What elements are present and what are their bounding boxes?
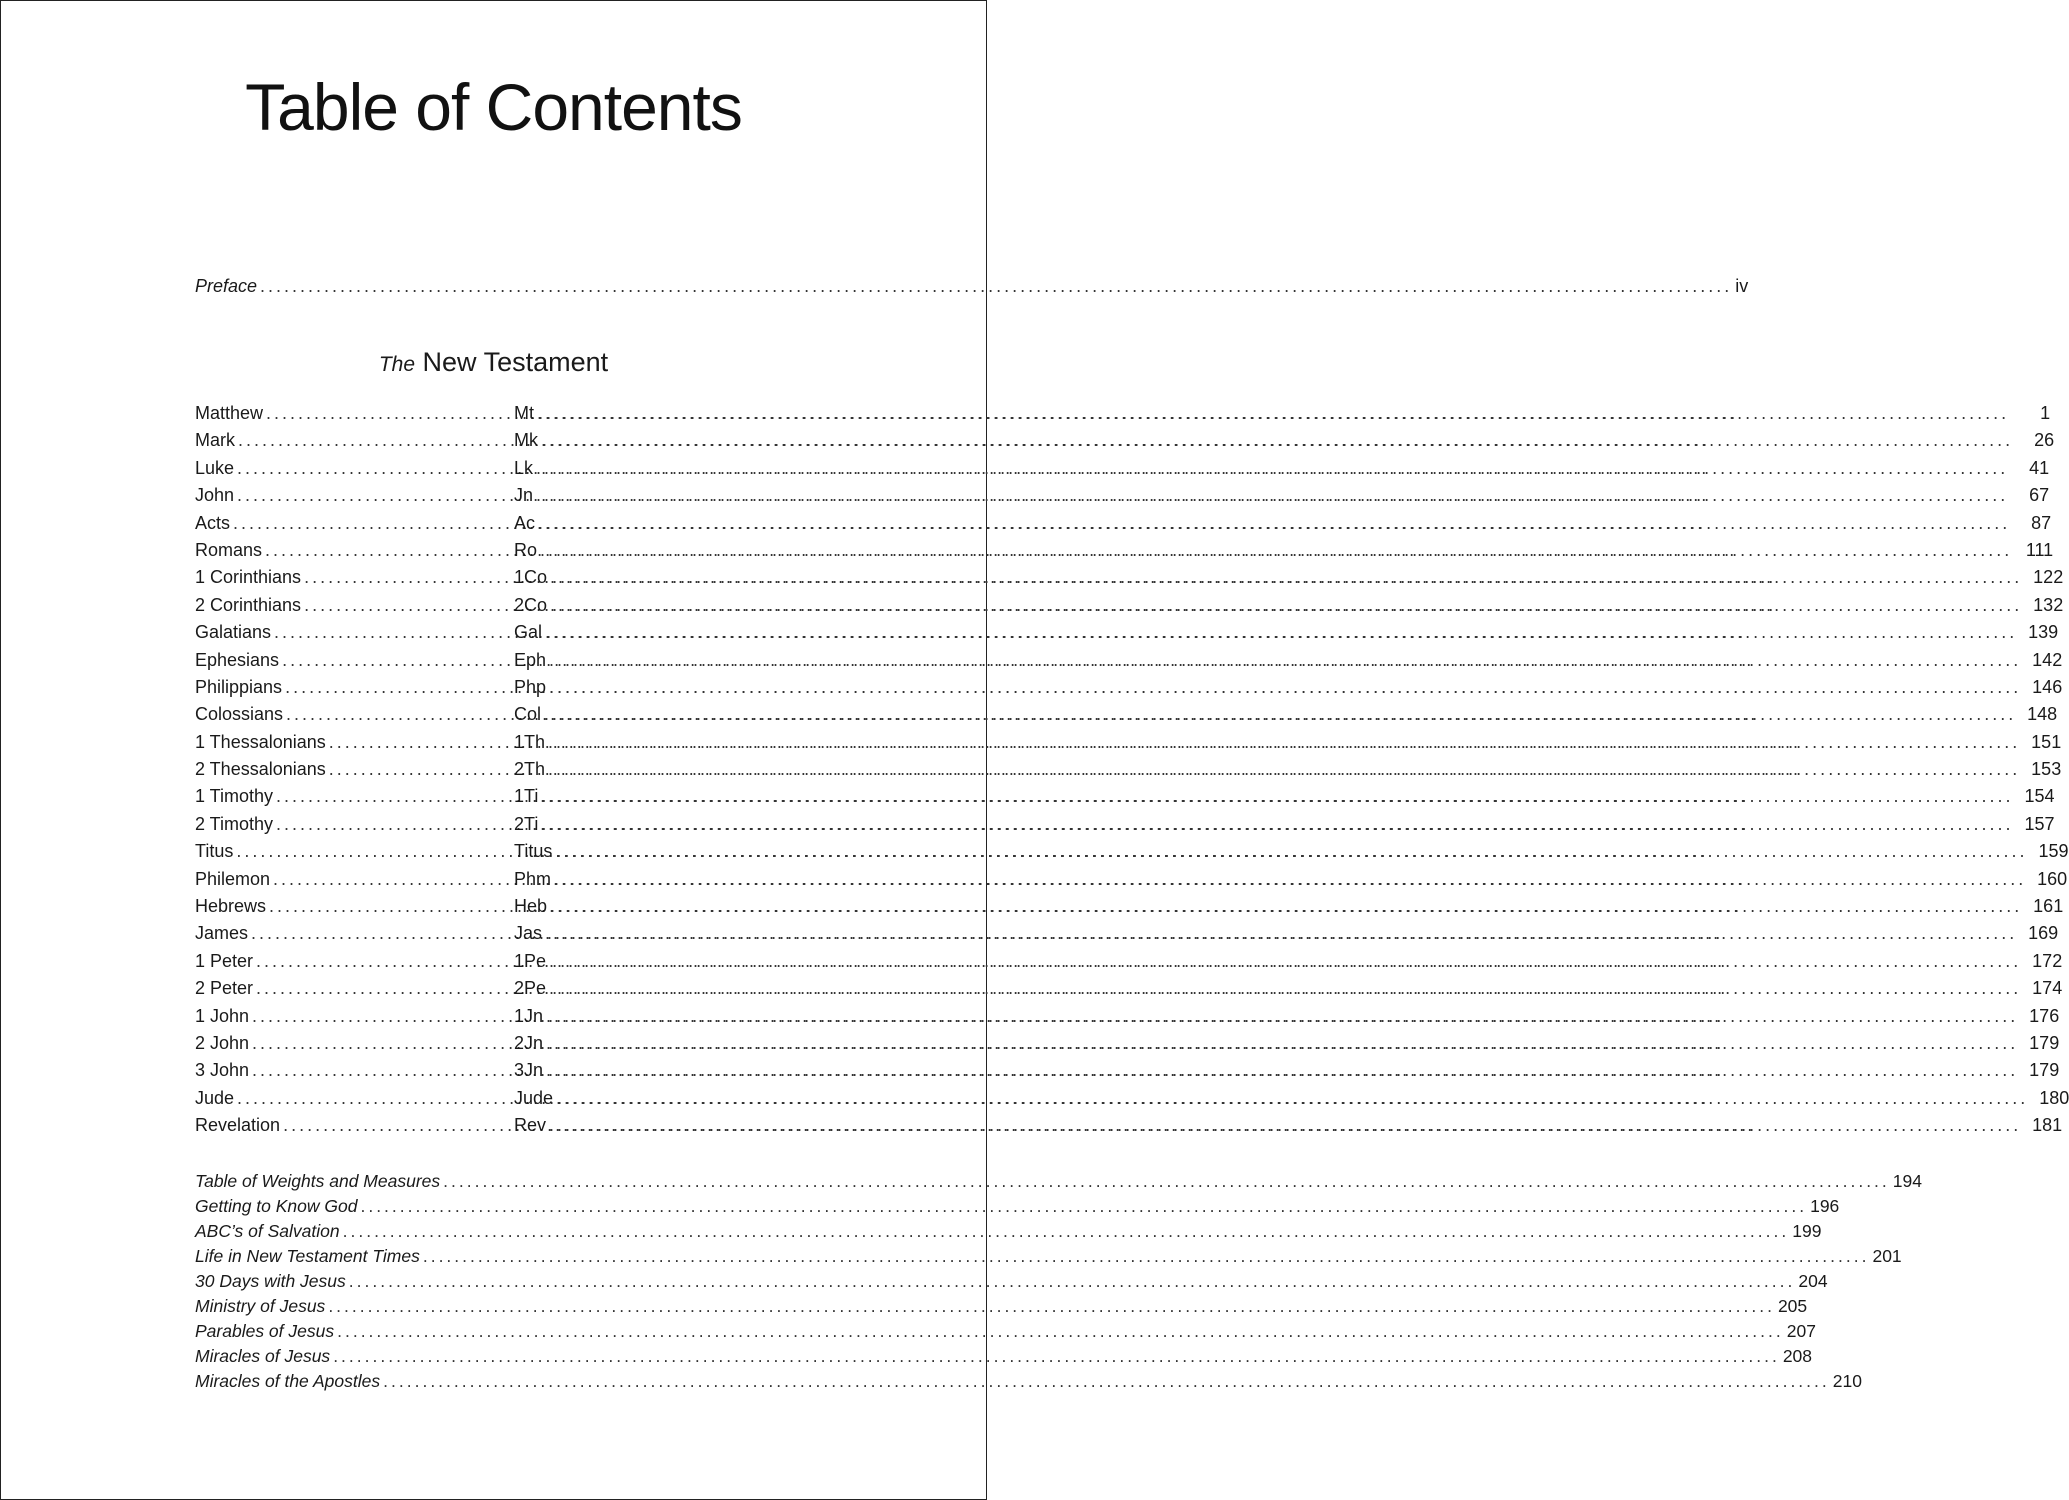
book-abbreviation: Heb — [514, 896, 548, 917]
book-page: 154 — [2024, 786, 2055, 807]
dot-leader — [550, 595, 2022, 616]
book-name: Revelation — [195, 1115, 281, 1136]
dot-leader — [541, 814, 2013, 835]
book-abbreviation: 2Pe — [514, 978, 547, 999]
book-page: 146 — [2032, 676, 2063, 697]
dot-leader — [538, 513, 2010, 534]
book-name: 1 John — [195, 1005, 250, 1026]
book-name: Colossians — [195, 704, 284, 725]
dot-leader — [337, 1321, 1784, 1342]
book-abbreviation: 1Th — [514, 731, 546, 752]
book-page: 169 — [2028, 923, 2059, 944]
book-abbreviation: 2Ti — [514, 813, 539, 834]
book-page: 132 — [2033, 594, 2064, 615]
supplement-page: 205 — [1777, 1296, 1808, 1316]
dot-leader — [544, 704, 2016, 725]
book-abbreviation: Phm — [514, 868, 552, 889]
book-entry[interactable] — [195, 1115, 2063, 1142]
book-page: 161 — [2033, 896, 2064, 917]
book-abbreviation: Jn — [514, 485, 534, 506]
dot-leader — [423, 1246, 1870, 1267]
book-name: 1 Timothy — [195, 786, 274, 807]
book-entry[interactable] — [195, 457, 2050, 485]
supplement-entry[interactable] — [195, 1346, 1813, 1371]
book-abbreviation: Php — [514, 676, 547, 697]
book-entry[interactable] — [195, 923, 2059, 950]
preface-label: Preface — [195, 276, 258, 296]
book-name: Luke — [195, 457, 235, 478]
book-entry[interactable] — [195, 512, 2052, 540]
book-abbreviation: 1Pe — [514, 950, 547, 971]
book-page: 1 — [2040, 403, 2051, 423]
dot-leader — [260, 276, 1732, 297]
book-entry[interactable] — [195, 403, 2051, 430]
dot-leader — [549, 677, 2021, 698]
supplement-entry[interactable] — [195, 1171, 1922, 1196]
supplement-title: Getting to Know God — [195, 1196, 358, 1216]
book-page: 181 — [2032, 1115, 2063, 1136]
preface-page: iv — [1735, 276, 1749, 296]
dot-leader — [554, 869, 2026, 890]
book-page: 111 — [2025, 539, 2054, 560]
dot-leader — [360, 1196, 1807, 1217]
book-abbreviation: 2Th — [514, 759, 546, 780]
book-abbreviation: Ro — [514, 539, 538, 560]
book-page: 142 — [2032, 649, 2063, 670]
book-name: Hebrews — [195, 896, 267, 917]
book-list — [195, 403, 2069, 1143]
dot-leader — [550, 567, 2022, 588]
book-page: 26 — [2034, 430, 2055, 451]
book-name: Romans — [195, 539, 263, 560]
book-entry[interactable] — [195, 539, 2054, 567]
book-entry[interactable] — [195, 896, 2064, 923]
book-name: Ephesians — [195, 649, 280, 670]
book-entry[interactable] — [195, 1087, 2069, 1115]
book-entry[interactable] — [195, 649, 2063, 677]
book-entry[interactable] — [195, 950, 2063, 978]
book-entry[interactable] — [195, 1032, 2060, 1060]
book-name: Mark — [195, 430, 235, 451]
book-page: 180 — [2039, 1087, 2069, 1108]
dot-leader — [548, 759, 2020, 780]
book-abbreviation: 1Ti — [514, 786, 539, 807]
dot-leader — [546, 1033, 2018, 1054]
book-name: 1 Thessalonians — [195, 731, 326, 752]
book-page: 67 — [2029, 485, 2050, 506]
book-name: James — [195, 923, 249, 944]
dot-leader — [541, 786, 2013, 807]
book-entry[interactable] — [195, 868, 2068, 896]
book-page: 179 — [2029, 1032, 2060, 1053]
supplement-title: 30 Days with Jesus — [195, 1271, 346, 1291]
book-name: John — [195, 485, 235, 506]
dot-leader — [548, 732, 2020, 753]
book-name: Philemon — [195, 868, 271, 889]
dot-leader — [555, 841, 2027, 862]
supplement-entry[interactable] — [195, 1321, 1816, 1346]
book-entry[interactable] — [195, 676, 2063, 704]
dot-leader — [546, 1060, 2018, 1081]
dot-leader — [540, 540, 2012, 561]
book-page: 148 — [2027, 704, 2058, 725]
book-abbreviation: Jas — [514, 923, 543, 944]
book-entry[interactable] — [195, 430, 2055, 457]
book-entry[interactable] — [195, 1005, 2060, 1033]
supplement-title: Miracles of the Apostles — [195, 1371, 381, 1391]
dot-leader — [541, 430, 2013, 451]
supplement-entry[interactable] — [195, 1371, 1862, 1396]
book-abbreviation: Lk — [514, 457, 534, 478]
section-title: New Testament — [422, 347, 609, 377]
supplement-title: ABC’s of Salvation — [195, 1221, 340, 1241]
supplement-entry[interactable] — [195, 1221, 1822, 1246]
dot-leader — [546, 1006, 2018, 1027]
supplement-entry[interactable] — [195, 1196, 1840, 1221]
book-page: 122 — [2033, 567, 2064, 588]
book-name: Jude — [195, 1087, 235, 1108]
dot-leader — [549, 650, 2021, 671]
book-entry[interactable] — [195, 567, 2064, 594]
book-entry[interactable] — [195, 622, 2059, 649]
book-abbreviation: Mt — [514, 403, 534, 423]
section-prefix: The — [378, 353, 416, 376]
book-entry[interactable] — [195, 813, 2055, 841]
book-abbreviation: 1Jn — [514, 1005, 544, 1026]
supplement-title: Table of Weights and Measures — [195, 1171, 441, 1191]
book-name: Titus — [195, 841, 234, 862]
book-page: 176 — [2029, 1005, 2060, 1026]
dot-leader — [550, 896, 2022, 917]
book-page: 157 — [2024, 813, 2055, 834]
book-abbreviation: 3Jn — [514, 1060, 544, 1081]
book-page: 87 — [2031, 512, 2052, 533]
book-name: Matthew — [195, 403, 264, 423]
book-entry[interactable] — [195, 704, 2058, 731]
book-name: 2 Peter — [195, 978, 254, 999]
book-entry[interactable] — [195, 731, 2062, 759]
supplement-title: Miracles of Jesus — [195, 1346, 331, 1366]
book-entry[interactable] — [195, 786, 2055, 813]
book-entry[interactable] — [195, 978, 2063, 1005]
supplement-title: Parables of Jesus — [195, 1321, 335, 1341]
supplement-page: 196 — [1810, 1196, 1840, 1216]
dot-leader — [343, 1221, 1790, 1242]
supplement-list — [195, 1171, 1922, 1396]
book-name: 2 Corinthians — [195, 594, 302, 615]
page-title: Table of Contents — [245, 70, 742, 144]
book-name: Philippians — [195, 676, 283, 697]
section-heading — [1, 347, 986, 378]
dot-leader — [545, 923, 2017, 944]
book-abbreviation: Jude — [514, 1087, 554, 1108]
book-name: 3 John — [195, 1060, 250, 1081]
book-abbreviation: Ac — [514, 512, 536, 533]
supplement-page: 201 — [1872, 1246, 1902, 1266]
supplement-page: 207 — [1786, 1321, 1816, 1341]
book-page: 41 — [2029, 457, 2050, 478]
dot-leader — [328, 1296, 1775, 1317]
book-abbreviation: Mk — [514, 430, 538, 451]
dot-leader — [443, 1171, 1890, 1192]
book-name: Galatians — [195, 622, 272, 643]
book-abbreviation: 1Co — [514, 567, 548, 588]
book-abbreviation: 2Jn — [514, 1032, 544, 1053]
book-name: Acts — [195, 512, 231, 533]
preface-entry[interactable] — [195, 276, 1749, 297]
dot-leader — [549, 951, 2021, 972]
supplement-entry[interactable] — [195, 1246, 1902, 1271]
book-name: 2 Thessalonians — [195, 759, 326, 780]
dot-leader — [556, 1088, 2028, 1109]
supplement-title: Life in New Testament Times — [195, 1246, 420, 1266]
book-page: 153 — [2031, 759, 2062, 780]
book-page: 179 — [2029, 1060, 2060, 1081]
book-page: 159 — [2038, 841, 2069, 862]
book-name: 1 Corinthians — [195, 567, 302, 588]
supplement-page: 194 — [1892, 1171, 1922, 1191]
dot-leader — [537, 403, 2009, 424]
supplement-entry[interactable] — [195, 1271, 1828, 1296]
dot-leader — [383, 1371, 1830, 1392]
supplement-entry[interactable] — [195, 1296, 1808, 1321]
book-abbreviation: Eph — [514, 649, 547, 670]
dot-leader — [536, 485, 2008, 506]
book-name: 1 Peter — [195, 950, 254, 971]
book-abbreviation: Titus — [514, 841, 553, 862]
book-name: 2 John — [195, 1032, 250, 1053]
book-page: 174 — [2032, 978, 2063, 999]
book-entry[interactable] — [195, 485, 2050, 512]
supplement-title: Ministry of Jesus — [195, 1296, 326, 1316]
book-abbreviation: Gal — [514, 622, 543, 643]
book-page: 172 — [2032, 950, 2063, 971]
book-entry[interactable] — [195, 841, 2069, 868]
book-abbreviation: 2Co — [514, 594, 548, 615]
book-page: 160 — [2037, 868, 2068, 889]
book-abbreviation: Rev — [514, 1115, 547, 1136]
book-entry[interactable] — [195, 759, 2062, 786]
dot-leader — [549, 978, 2021, 999]
dot-leader — [545, 622, 2017, 643]
dot-leader — [536, 458, 2008, 479]
supplement-page: 210 — [1832, 1371, 1862, 1391]
dot-leader — [349, 1271, 1796, 1292]
book-page: 151 — [2031, 731, 2062, 752]
supplement-page: 199 — [1792, 1221, 1822, 1241]
supplement-page: 208 — [1782, 1346, 1813, 1366]
dot-leader — [333, 1346, 1780, 1367]
book-name: 2 Timothy — [195, 813, 274, 834]
book-page: 139 — [2028, 622, 2059, 643]
dot-leader — [549, 1115, 2021, 1136]
book-entry[interactable] — [195, 1060, 2060, 1087]
book-abbreviation: Col — [514, 704, 542, 725]
supplement-page: 204 — [1798, 1271, 1828, 1291]
book-entry[interactable] — [195, 594, 2064, 622]
